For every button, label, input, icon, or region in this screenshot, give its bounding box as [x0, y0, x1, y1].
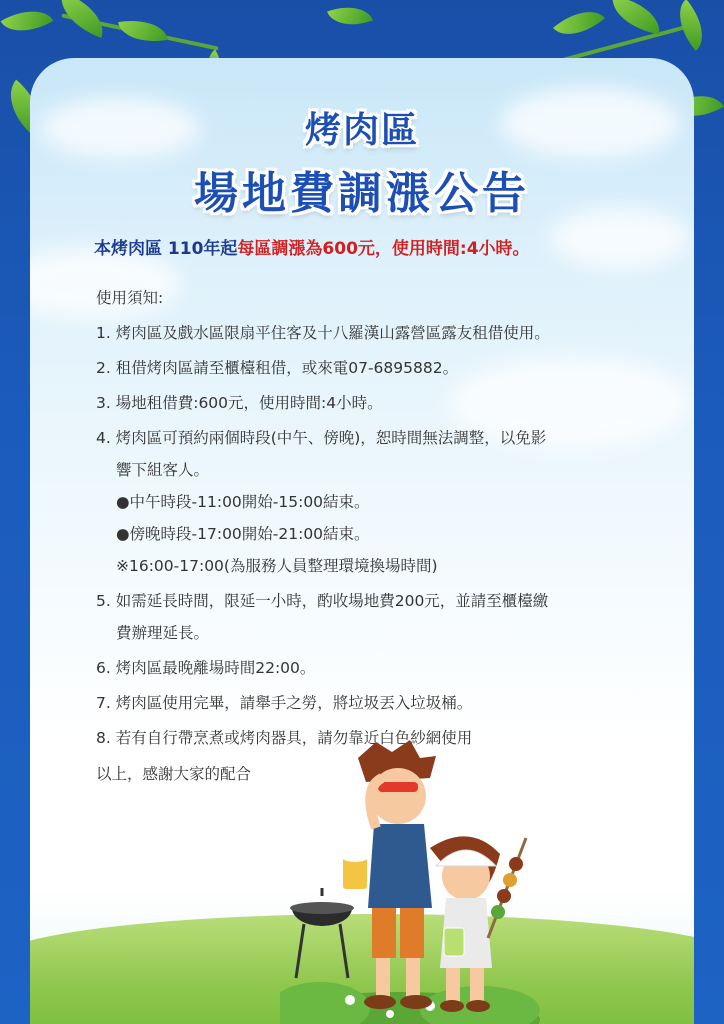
- closing-text: 以上，感謝大家的配合: [96, 765, 252, 783]
- boy-figure: [358, 740, 436, 1009]
- headline-prefix: 本烤肉區 110年起: [94, 239, 238, 259]
- notice-item-continued: 費辦理延長。: [116, 624, 210, 642]
- headline-suffix: 使用時間:4小時。: [391, 239, 530, 259]
- fee-headline: [94, 234, 694, 259]
- title-line-1: 烤肉區: [304, 110, 419, 151]
- notice-item: 5. 如需延長時間，限延一小時，酌收場地費200元，並請至櫃檯繳: [96, 592, 549, 610]
- notice-item: 7. 烤肉區使用完畢，請舉手之勞，將垃圾丟入垃圾桶。: [96, 694, 473, 712]
- notice-heading: 使用須知:: [96, 289, 164, 307]
- notice-item: 4. 烤肉區可預約兩個時段(中午、傍晚)，恕時間無法調整，以免影: [96, 429, 547, 447]
- notice-item-continued: 響下組客人。: [116, 461, 210, 479]
- notice-subitem: ※16:00-17:00(為服務人員整理環境換場時間): [116, 557, 438, 575]
- poster-title: [30, 102, 694, 221]
- notice-subitem: ●中午時段-11:00開始-15:00結束。: [116, 493, 370, 511]
- cartoon-couple-bbq-icon: [280, 738, 540, 1024]
- girl-figure: [430, 836, 500, 1012]
- notice-item: 3. 場地租借費:600元，使用時間:4小時。: [96, 394, 383, 412]
- notice-item: 1. 烤肉區及戲水區限扇平住客及十八羅漢山露營區露友租借使用。: [96, 324, 550, 342]
- notice-item: 6. 烤肉區最晚離場時間22:00。: [96, 659, 316, 677]
- notice-subitem: ●傍晚時段-17:00開始-21:00結束。: [116, 525, 370, 543]
- title-line-2: 場地費調漲公告: [194, 168, 530, 219]
- usage-notice: [96, 282, 656, 754]
- grill-icon: [290, 888, 354, 978]
- headline-highlight: 每區調漲為600元，: [237, 239, 392, 259]
- notice-item: 8. 若有自行帶烹煮或烤肉器具，請勿靠近白色紗網使用: [96, 729, 473, 747]
- notice-item: 2. 租借烤肉區請至櫃檯租借，或來電07-6895882。: [96, 359, 459, 377]
- beer-mug-icon: [341, 850, 369, 890]
- announcement-poster: [30, 58, 694, 1024]
